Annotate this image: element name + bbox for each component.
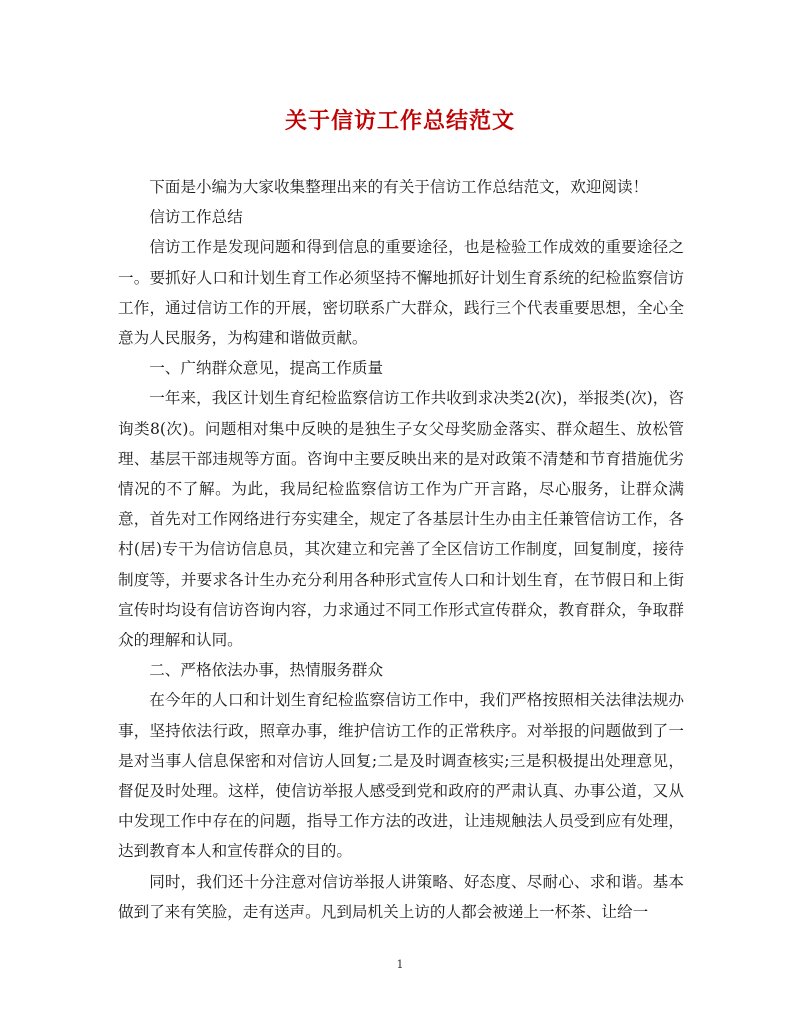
document-title: 关于信访工作总结范文 [284, 108, 515, 134]
body-paragraph: 同时，我们还十分注意对信访举报人讲策略、好态度、尽耐心、求和谐。基本做到了来有笑脸，走有送声。凡到局机关上访的人都会被递上一杯茶、让给一 [118, 872, 684, 921]
body-paragraph: 一年来，我区计划生育纪检监察信访工作共收到求决类2(次)，举报类(次)，咨询类8(次)。问题相对集中反映的是独生子女父母奖励金落实、群众超生、放松管理、基层干部违规等方面。咨询中主要反映出来的是对政策不清楚和节育措施优劣情况的不了解。为此，我局纪检监察信访工作为广开言路，尽心服务，让群众满意，首先对工作网络进行夯实建全，规定了各基层计生办由主任兼管信访工作，各村(居)专干为信访信息员，其次建立和完善了全区信访工作制度，回复制度，接待制度等，并要求各计生办充分利用各种形式宣传人口和计划生育，在节假日和上街宣传时均设有信访咨询内容，力求通过不同工作形式宣传群众，教育群众，争取群众的理解和认同。 [118, 389, 684, 650]
document-body [118, 172, 684, 927]
section-heading-2: 二、严格依法办事，热情服务群众 [149, 661, 384, 680]
body-paragraph: 在今年的人口和计划生育纪检监察信访工作中，我们严格按照相关法律法规办事，坚持依法行政，照章办事，维护信访工作的正常秩序。对举报的问题做到了一是对当事人信息保密和对信访人回复;二是及时调查核实;三是积极提出处理意见，督促及时处理。这样，使信访举报人感受到党和政府的严肃认真、办事公道，又从中发现工作中存在的问题，指导工作方法的改进，让违规触法人员受到应有处理，达到教育本人和宣传群众的目的。 [118, 691, 684, 861]
intro-paragraph: 下面是小编为大家收集整理出来的有关于信访工作总结范文，欢迎阅读！ [149, 178, 649, 196]
page-number: 1 [396, 958, 404, 971]
section-heading-1: 一、广纳群众意见，提高工作质量 [149, 359, 384, 378]
body-paragraph: 信访工作是发现问题和得到信息的重要途径，也是检验工作成效的重要途径之一。要抓好人口和计划生育工作必须坚持不懈地抓好计划生育系统的纪检监察信访工作，通过信访工作的开展，密切联系广大群众，践行三个代表重要思想，全心全意为人民服务，为构建和谐做贡献。 [118, 238, 684, 348]
section-heading-summary: 信访工作总结 [149, 208, 243, 227]
